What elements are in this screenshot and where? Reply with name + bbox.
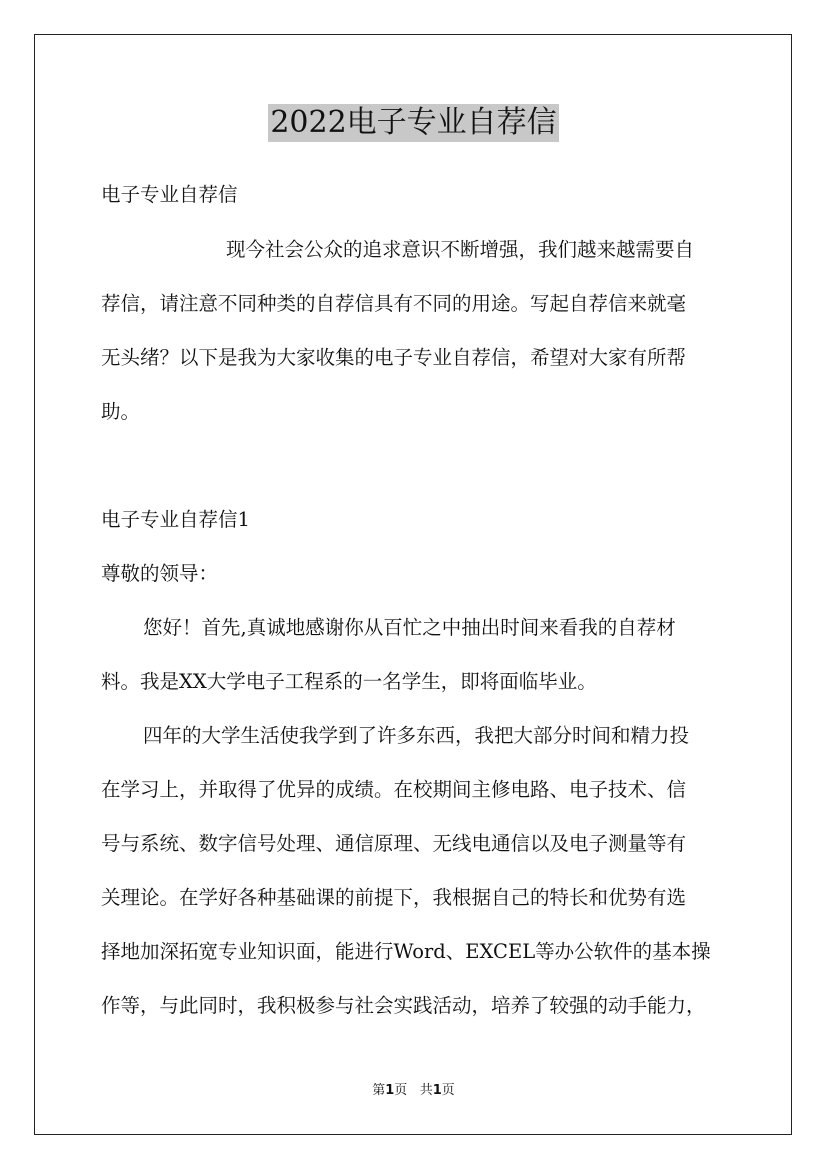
paragraph-line: 择地加深拓宽专业知识面，能进行Word、EXCEL等办公软件的基本操 bbox=[101, 940, 711, 963]
paragraph-line: 号与系统、数字信号处理、通信原理、无线电通信以及电子测量等有 bbox=[101, 832, 687, 855]
title-container bbox=[0, 104, 827, 142]
paragraph-line: 关理论。在学好各种基础课的前提下，我根据自己的特长和优势有选 bbox=[101, 886, 687, 909]
footer-page-suffix: 页 bbox=[394, 1083, 408, 1098]
paragraph-line: 料。我是XX大学电子工程系的一名学生，即将面临毕业。 bbox=[101, 670, 597, 693]
salutation: 尊敬的领导： bbox=[101, 562, 219, 585]
footer-page-number: 1 bbox=[385, 1083, 395, 1098]
paragraph-line: 四年的大学生活使我学到了许多东西，我把大部分时间和精力投 bbox=[143, 724, 690, 747]
footer-total-prefix: 共 bbox=[419, 1083, 433, 1098]
intro-line: 助。 bbox=[101, 400, 141, 423]
footer-total-number: 1 bbox=[432, 1083, 442, 1098]
paragraph-line: 您好！首先,真诚地感谢你从百忙之中抽出时间来看我的自荐材 bbox=[143, 616, 676, 639]
intro-line: 无头绪？以下是我为大家收集的电子专业自荐信，希望对大家有所帮 bbox=[101, 346, 687, 369]
paragraph-line: 作等，与此同时，我积极参与社会实践活动，培养了较强的动手能力， bbox=[101, 994, 706, 1017]
document-title: 2022电子专业自荐信 bbox=[270, 105, 557, 140]
footer-page-prefix: 第 bbox=[372, 1083, 386, 1098]
subtitle: 电子专业自荐信 bbox=[101, 183, 238, 206]
paragraph-line: 在学习上，并取得了优异的成绩。在校期间主修电路、电子技术、信 bbox=[101, 778, 687, 801]
footer-total-suffix: 页 bbox=[441, 1083, 455, 1098]
page-footer bbox=[0, 1082, 827, 1100]
intro-line: 荐信，请注意不同种类的自荐信具有不同的用途。写起自荐信来就毫 bbox=[101, 292, 687, 315]
section-heading: 电子专业自荐信1 bbox=[101, 508, 250, 531]
intro-line: 现今社会公众的追求意识不断增强，我们越来越需要自 bbox=[226, 238, 695, 261]
